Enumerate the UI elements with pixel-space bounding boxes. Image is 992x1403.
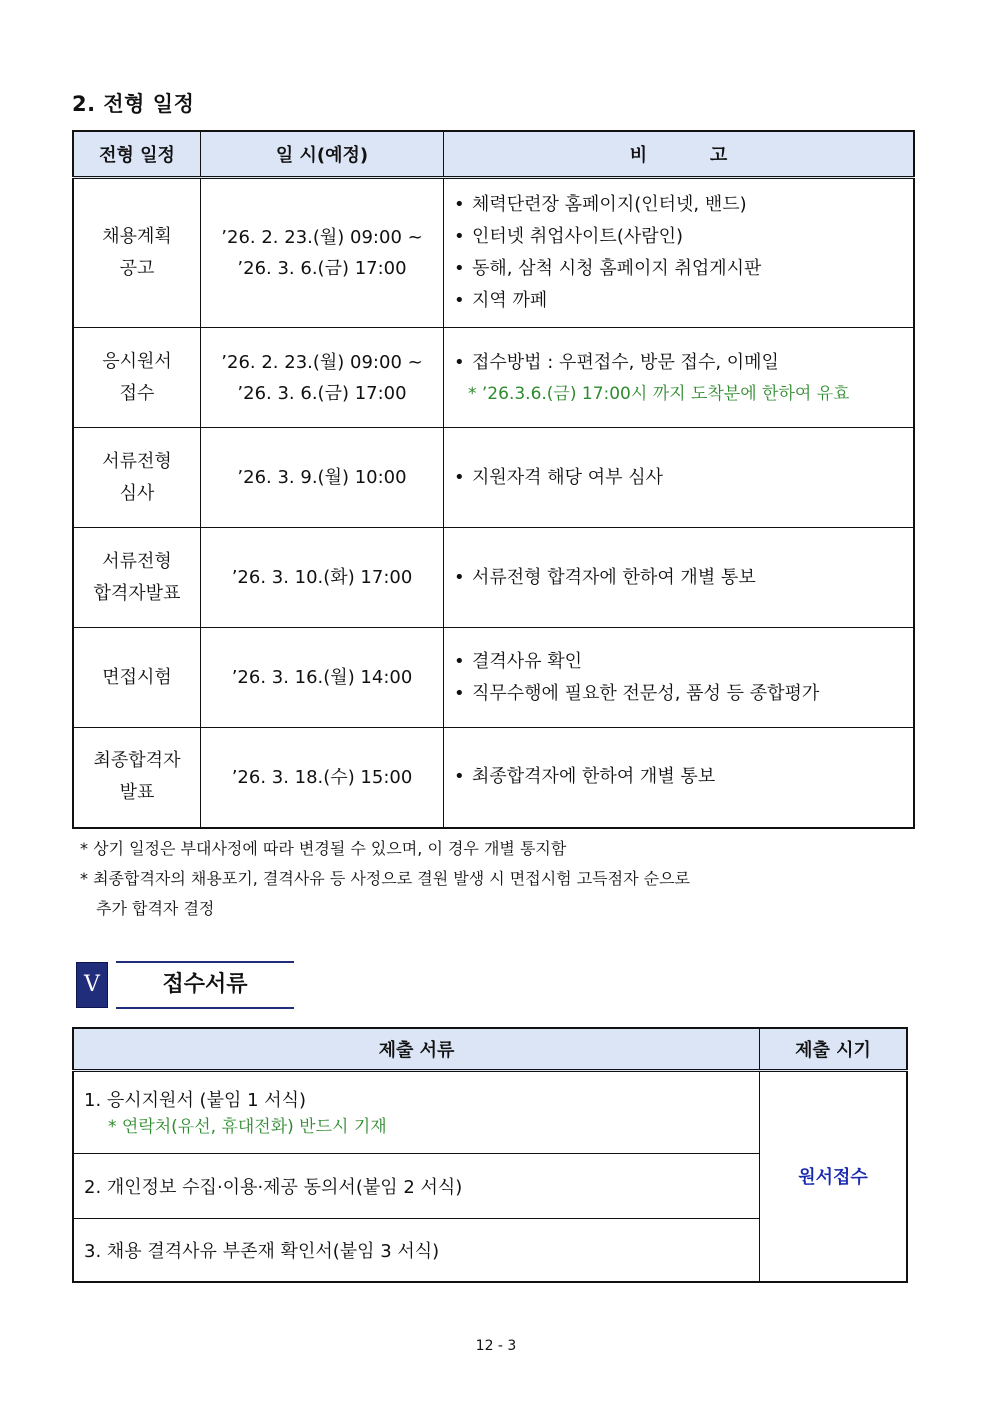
document-cell	[73, 1219, 760, 1282]
section-number-badge: V	[76, 962, 108, 1008]
header-remarks: 비 고	[444, 131, 915, 178]
header-datetime: 일 시(예정)	[201, 131, 444, 178]
note-item: • 접수방법 : 우편접수, 방문 접수, 이메일	[454, 351, 779, 373]
timing-cell: 원서접수	[760, 1071, 908, 1282]
header-stage: 전형 일정	[73, 131, 201, 178]
table-row	[73, 178, 914, 328]
stage-cell	[73, 328, 201, 428]
date-line: ’26. 3. 9.(월) 10:00	[237, 467, 407, 488]
note-item: • 지역 까페	[454, 290, 548, 311]
stage-line: 면접시험	[102, 666, 172, 688]
notes-cell	[444, 728, 915, 828]
note-item: • 인터넷 취업사이트(사람인)	[454, 226, 684, 247]
note-item: • 체력단련장 홈페이지(인터넷, 밴드)	[454, 194, 747, 215]
document-cell	[73, 1154, 760, 1219]
stage-cell	[73, 528, 201, 628]
stage-line: 서류전형	[102, 550, 172, 572]
stage-line: 응시원서	[102, 350, 172, 372]
date-line: ’26. 3. 6.(금) 17:00	[237, 382, 407, 404]
documents-header-row	[73, 1028, 907, 1071]
stage-line: 심사	[119, 482, 155, 504]
document-subnote: * 연락처(유선, 휴대전화) 반드시 기재	[108, 1116, 387, 1137]
notes-cell	[444, 178, 915, 328]
stage-cell	[73, 428, 201, 528]
date-line: ’26. 3. 6.(금) 17:00	[237, 258, 407, 279]
footnote: 추가 합격자 결정	[96, 899, 215, 918]
table-row	[73, 328, 914, 428]
stage-line: 합격자발표	[93, 582, 181, 604]
date-line: ’26. 2. 23.(월) 09:00 ~	[221, 351, 423, 373]
stage-line: 최종합격자	[93, 750, 181, 772]
header-timing: 제출 시기	[760, 1028, 908, 1071]
stage-cell	[73, 178, 201, 328]
table-row	[73, 728, 914, 828]
section-heading: 2. 전형 일정	[72, 92, 195, 116]
note-item: • 서류전형 합격자에 한하여 개별 통보	[454, 566, 756, 588]
date-cell	[201, 628, 444, 728]
deadline-note: * ’26.3.6.(금) 17:00시 까지 도착분에 한하여 유효	[468, 383, 850, 404]
date-line: ’26. 3. 10.(화) 17:00	[231, 567, 413, 588]
date-cell	[201, 328, 444, 428]
note-item: • 직무수행에 필요한 전문성, 품성 등 종합평가	[454, 682, 820, 704]
notes-cell	[444, 428, 915, 528]
date-line: ’26. 3. 16.(월) 14:00	[231, 667, 413, 688]
header-documents: 제출 서류	[73, 1028, 760, 1071]
stage-line: 공고	[119, 258, 155, 279]
notes-cell	[444, 628, 915, 728]
page-number: 12 - 3	[475, 1338, 517, 1354]
date-cell	[201, 528, 444, 628]
section-v-title: 접수서류	[116, 961, 294, 1009]
document-label: 1. 응시지원서 (붙임 1 서식)	[84, 1089, 307, 1111]
date-cell	[201, 178, 444, 328]
document-label: 2. 개인정보 수집·이용·제공 동의서(붙임 2 서식)	[84, 1177, 463, 1198]
stage-line: 접수	[119, 382, 155, 404]
schedule-table	[72, 130, 915, 829]
stage-line: 발표	[119, 782, 155, 804]
stage-cell	[73, 628, 201, 728]
stage-line: 채용계획	[102, 226, 172, 247]
note-item: • 최종합격자에 한하여 개별 통보	[454, 766, 716, 788]
table-row	[73, 528, 914, 628]
stage-cell	[73, 728, 201, 828]
document-label: 3. 채용 결격사유 부존재 확인서(붙임 3 서식)	[84, 1240, 440, 1262]
notes-cell	[444, 528, 915, 628]
date-cell	[201, 728, 444, 828]
notes-cell	[444, 328, 915, 428]
schedule-footnotes	[80, 834, 690, 924]
note-item: • 동해, 삼척 시청 홈페이지 취업게시판	[454, 258, 762, 279]
date-line: ’26. 2. 23.(월) 09:00 ~	[221, 227, 423, 248]
stage-line: 서류전형	[102, 450, 172, 472]
footnote: * 상기 일정은 부대사정에 따라 변경될 수 있으며, 이 경우 개별 통지함	[80, 839, 567, 858]
document-cell	[73, 1071, 760, 1154]
table-row	[73, 428, 914, 528]
documents-table	[72, 1027, 908, 1283]
note-item: • 지원자격 해당 여부 심사	[454, 466, 664, 488]
date-cell	[201, 428, 444, 528]
footnote: * 최종합격자의 채용포기, 결격사유 등 사정으로 결원 발생 시 면접시험 고득점자 순으로	[80, 869, 690, 888]
table-row	[73, 628, 914, 728]
note-item: • 결격사유 확인	[454, 650, 583, 672]
schedule-header-row	[73, 131, 914, 178]
table-row	[73, 1071, 907, 1154]
date-line: ’26. 3. 18.(수) 15:00	[231, 766, 413, 788]
